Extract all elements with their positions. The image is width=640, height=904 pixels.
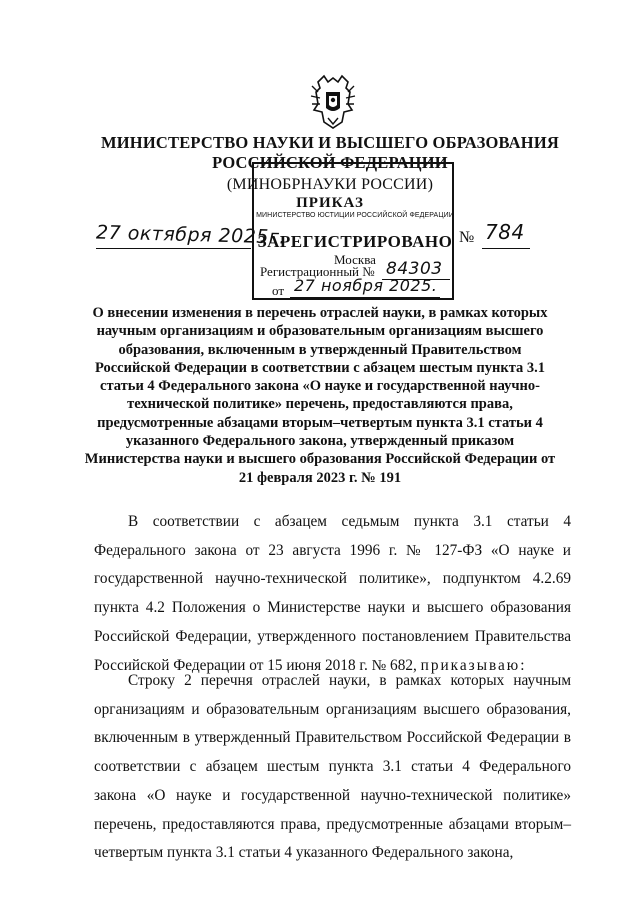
stamp-city: Москва xyxy=(334,252,376,267)
coat-of-arms-icon xyxy=(308,74,358,130)
order-date-underline xyxy=(96,248,251,249)
stamp-from-underline xyxy=(290,297,440,298)
ministry-short-name: (МИНОБРНАУКИ РОССИИ) xyxy=(226,176,434,193)
order-number: 784 xyxy=(485,220,525,244)
stamp-status: ЗАРЕГИСТРИРОВАНО xyxy=(257,232,453,251)
ministry-name-line2: РОССИЙСКОЙ ФЕДЕРАЦИИ xyxy=(212,153,448,172)
stamp-ministry: МИНИСТЕРСТВО ЮСТИЦИИ РОССИЙСКОЙ ФЕДЕРАЦИИ xyxy=(256,212,454,219)
stamp-reg-number: 84303 xyxy=(386,259,443,279)
stamp-from-date: 27 ноября 2025. xyxy=(294,276,438,295)
paragraph-1 xyxy=(94,508,571,680)
paragraph-2-text: Строку 2 перечня отраслей науки, в рамках которых научным организациям и образовательным организациям высшего образования, включенным в утвержденный Правительством Российской Федерации в соответствии с абзацем шестым пункта 3.1 статьи 4 Федерального закона «О науке и государственной научно-технической политике» перечень, предоставляются права, предусмотренные абзацами вторым–четвертым пункта 3.1 статьи 4 указанного Федерального закона, xyxy=(94,672,571,862)
order-number-label: № xyxy=(459,229,475,246)
stamp-reg-label: Регистрационный № xyxy=(260,264,375,279)
document-type: ПРИКАЗ xyxy=(296,195,364,211)
paragraph-2 xyxy=(94,667,571,868)
order-number-underline xyxy=(482,248,530,249)
order-date: 27 октября 2025г. xyxy=(95,221,287,249)
stamp-from-label: от xyxy=(272,283,285,298)
ministry-name-line1: МИНИСТЕРСТВО НАУКИ И ВЫСШЕГО ОБРАЗОВАНИЯ xyxy=(101,133,559,152)
order-title: О внесении изменения в перечень отраслей науки, в рамках которых научным организациям и образовательным организациям высшего образования, включенным в утвержденный Правительством Российской Федерации в соответствии с абзацем шестым пункта 3.1 статьи 4 Федерального закона «О науке и государственной научно-технической политике» перечень, предоставляются права, предусмотренные абзацами вторым–четвертым пункта 3.1 статьи 4 указанного Федерального закона, утвержденный приказом Министерства науки и высшего образования Российской Федерации от 21 февраля 2023 г. № 191 xyxy=(84,305,556,486)
paragraph-1-text: В соответствии с абзацем седьмым пункта 3.1 статьи 4 Федерального закона от 23 августа 1996 г. № 127-ФЗ «О науке и государственной научно-технической политике», подпунктом 4.2.69 пункта 4.2 Положения о Министерстве науки и высшего образования Российской Федерации, утвержденного постановлением Правительства Российской Федерации от 15 июня 2018 г. № 682, xyxy=(94,513,571,674)
order-command: приказываю: xyxy=(420,656,527,674)
